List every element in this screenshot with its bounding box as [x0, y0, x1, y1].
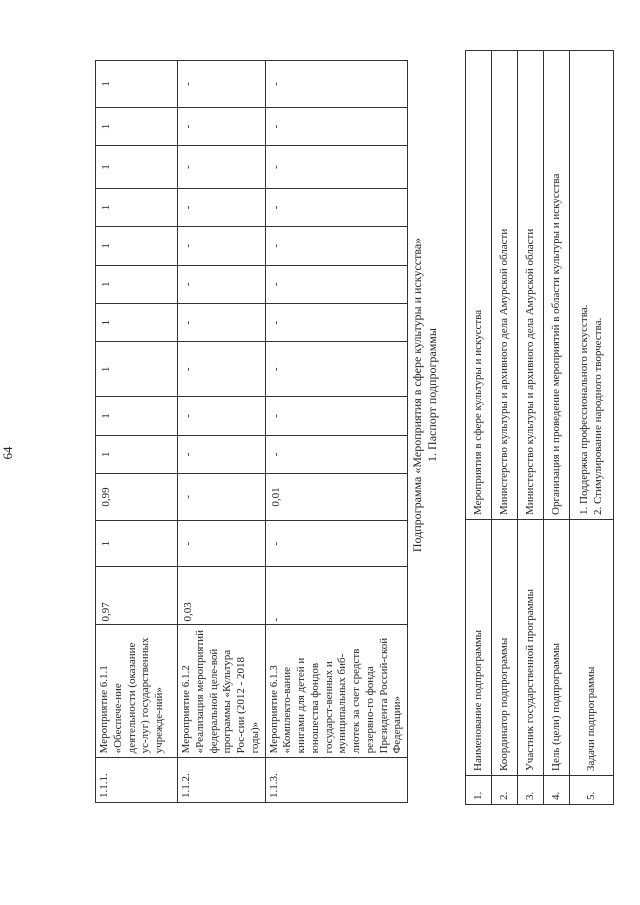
- value-cell: -: [265, 61, 408, 108]
- value-cell: -: [265, 227, 408, 265]
- value-cell: 1: [96, 303, 178, 341]
- passport-row: [518, 51, 544, 805]
- passport-row-number: 1.: [466, 776, 492, 805]
- task-item: 1. Поддержка профессионального искусства.: [578, 304, 591, 515]
- value-cell: 1: [96, 188, 178, 226]
- value-cell: 1: [96, 227, 178, 265]
- value-cell: -: [178, 61, 266, 108]
- value-cell: 1: [96, 265, 178, 303]
- value-cell: -: [265, 342, 408, 397]
- passport-label: Координатор подпрограммы: [492, 520, 518, 776]
- measure-name: Мероприятие 6.1.1 «Обеспече-ние деятельности (оказание ус-луг) государственных учрежде-ний»: [96, 624, 178, 758]
- value-cell: 0,97: [96, 567, 178, 624]
- passport-label: Наименование подпрограммы: [466, 520, 492, 776]
- section-title: 1. Паспорт подпрограммы: [425, 328, 439, 462]
- task-item: 2. Стимулирование народного творчества.: [591, 317, 604, 515]
- row-number: 1.1.1.: [96, 758, 178, 803]
- measures-table: [95, 60, 408, 803]
- passport-value: Министерство культуры и архивного дела Амурской области: [492, 51, 518, 520]
- value-cell: -: [265, 397, 408, 435]
- subprogram-title: Подпрограмма «Мероприятия в сфере культуры и искусства»: [410, 237, 424, 553]
- passport-value: Мероприятия в сфере культуры и искусства: [466, 51, 492, 520]
- passport-row: [492, 51, 518, 805]
- passport-value: Министерство культуры и архивного дела Амурской области: [518, 51, 544, 520]
- passport-label: Участник государственной программы: [518, 520, 544, 776]
- value-cell: -: [265, 435, 408, 473]
- passport-label: Задачи подпрограммы: [570, 520, 614, 776]
- passport-row: [570, 51, 614, 805]
- value-cell: 0,99: [96, 474, 178, 521]
- value-cell: 1: [96, 107, 178, 145]
- row-number: 1.1.2.: [178, 758, 266, 803]
- passport-row: [466, 51, 492, 805]
- value-cell: -: [265, 146, 408, 189]
- value-cell: -: [178, 303, 266, 341]
- value-cell: -: [178, 342, 266, 397]
- passport-value: Организация и проведение мероприятий в области культуры и искусства: [544, 51, 570, 520]
- value-cell: -: [178, 474, 266, 521]
- value-cell: 1: [96, 342, 178, 397]
- value-cell: -: [265, 107, 408, 145]
- passport-row: [544, 51, 570, 805]
- value-cell: -: [178, 188, 266, 226]
- value-cell: 1: [96, 435, 178, 473]
- passport-row-number: 2.: [492, 776, 518, 805]
- passport-row-number: 5.: [570, 776, 614, 805]
- page-number: 64: [0, 446, 15, 460]
- value-cell: -: [265, 567, 408, 624]
- table-row: [96, 61, 178, 803]
- value-cell: 0,03: [178, 567, 266, 624]
- value-cell: -: [178, 397, 266, 435]
- measure-name: Мероприятие 6.1.2 «Реализация мероприятий федеральной целе-вой программы «Культура Рос-сии (2012 - 2018 годы)»: [178, 624, 266, 758]
- value-cell: 1: [96, 61, 178, 108]
- table-row: [265, 61, 408, 803]
- passport-value: [570, 51, 614, 520]
- value-cell: 1: [96, 397, 178, 435]
- measure-name: Мероприятие 6.1.3 «Комплекто-вание книгами для детей и юношества фондов государст-венных и муниципальных биб-лиотек за счет средств резервно-го фонда Президента Россий-ской Федерации»: [265, 624, 408, 758]
- value-cell: -: [265, 520, 408, 567]
- value-cell: -: [178, 107, 266, 145]
- table-row: [178, 61, 266, 803]
- value-cell: -: [265, 303, 408, 341]
- value-cell: -: [178, 435, 266, 473]
- passport-label: Цель (цели) подпрограммы: [544, 520, 570, 776]
- value-cell: -: [265, 188, 408, 226]
- value-cell: -: [178, 520, 266, 567]
- value-cell: 1: [96, 146, 178, 189]
- value-cell: 1: [96, 520, 178, 567]
- value-cell: -: [178, 227, 266, 265]
- value-cell: -: [265, 265, 408, 303]
- passport-row-number: 4.: [544, 776, 570, 805]
- passport-row-number: 3.: [518, 776, 544, 805]
- value-cell: 0,01: [265, 474, 408, 521]
- value-cell: -: [178, 265, 266, 303]
- passport-table: [465, 50, 614, 805]
- row-number: 1.1.3.: [265, 758, 408, 803]
- value-cell: -: [178, 146, 266, 189]
